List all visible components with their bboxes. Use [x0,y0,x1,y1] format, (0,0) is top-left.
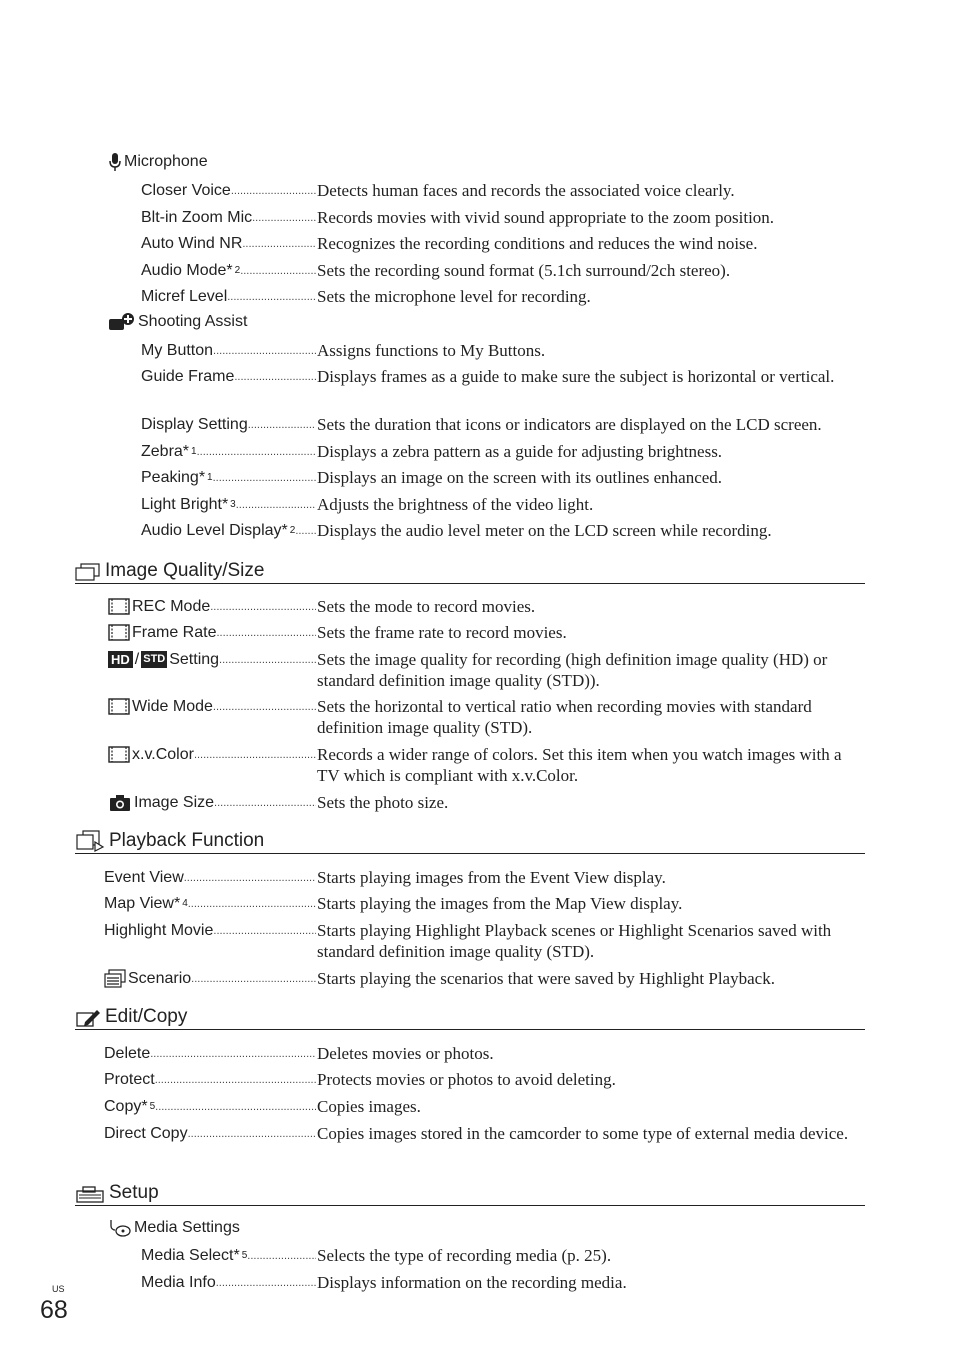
section-title: Edit/Copy [105,1006,188,1027]
item-desc: Detects human faces and records the associated voice clearly. [317,181,735,200]
list-item [141,520,772,541]
footnote-mark: 2 [289,525,296,536]
item-desc: Displays the audio level meter on the LCD screen while recording. [317,521,772,540]
item-desc: Starts playing images from the Event View display. [317,868,666,887]
list-item [141,1245,612,1266]
list-item [141,414,822,435]
shooting-assist-subheading [108,312,247,332]
item-term: Audio Mode* [141,261,233,279]
item-term: Image Size [134,793,215,811]
item-desc: Sets the microphone level for recording. [317,287,591,306]
item-desc: Selects the type of recording media (p. 25). [317,1246,612,1265]
list-item [108,744,842,785]
item-term: Peaking* [141,468,206,486]
setup-icon [75,1186,105,1204]
item-term: Micref Level [141,287,228,305]
microphone-subheading [108,152,208,172]
list-item [141,180,735,201]
section-title: Image Quality/Size [105,560,265,581]
list-item [141,207,775,228]
leader-dots [188,1123,316,1144]
list-item [141,340,546,361]
item-desc: Deletes movies or photos. [317,1044,494,1063]
leader-dots [227,286,316,307]
item-term: Highlight Movie [104,921,214,939]
item-term: Map View* [104,894,181,912]
item-desc: Sets the mode to record movies. [317,597,536,616]
item-desc: Sets the recording sound format (5.1ch surround/2ch stereo). [317,261,731,280]
movie-film-icon [108,624,130,641]
item-desc: Copies images. [317,1097,421,1116]
page-region-label: US [52,1284,65,1294]
leader-dots [216,622,316,643]
item-term: Light Bright* [141,495,229,513]
item-desc: Displays an image on the screen with its outlines enhanced. [317,468,723,487]
item-desc: Displays frames as a guide to make sure the subject is horizontal or vertical. [317,367,835,386]
media-settings-icon [108,1218,132,1238]
item-desc: Protects movies or photos to avoid deleting. [317,1070,616,1089]
item-desc: Recognizes the recording conditions and reduces the wind noise. [317,234,758,253]
item-term: Media Info [141,1273,216,1291]
image-quality-icon [75,562,101,582]
item-term: Auto Wind NR [141,234,243,252]
leader-dots [242,233,316,254]
item-term: Media Select* [141,1246,240,1264]
item-desc: Starts playing the scenarios that were saved by Highlight Playback. [317,969,775,988]
leader-dots [219,649,316,670]
list-item [141,467,723,488]
leader-dots [213,340,316,361]
movie-film-icon [108,598,130,615]
leader-dots [231,180,316,201]
item-desc: Sets the horizontal to vertical ratio when recording movies with standard definition image quality (STD). [317,697,812,737]
list-item [141,494,594,515]
list-item [108,596,536,617]
list-item [104,1096,421,1117]
item-desc: Sets the frame rate to record movies. [317,623,567,642]
item-desc: Adjusts the brightness of the video light. [317,495,594,514]
media-settings-title: Media Settings [134,1219,240,1236]
section-heading-playback [75,830,865,854]
item-desc: Copies images stored in the camcorder to some type of external media device. [317,1124,849,1143]
leader-dots [236,494,316,515]
item-term: Wide Mode [132,697,213,715]
list-item [104,1069,616,1090]
section-title: Playback Function [109,830,265,851]
item-desc: Starts playing Highlight Playback scenes or Highlight Scenarios saved with standard definition image quality (STD). [317,921,832,961]
leader-dots [194,744,316,765]
leader-dots [150,1043,316,1064]
list-item [141,441,723,462]
list-item [104,920,832,961]
item-desc: Sets the photo size. [317,793,449,812]
leader-dots [210,596,316,617]
list-item [108,649,828,690]
slash-separator: / [134,650,140,668]
list-item [104,1123,849,1144]
leader-dots [295,520,316,541]
item-term: Event View [104,868,184,886]
leader-dots [191,968,316,989]
item-term: Setting [169,650,220,668]
footnote-mark: 5 [149,1101,156,1112]
footnote-mark: 4 [182,898,188,909]
leader-dots [188,893,316,914]
list-item [141,1272,627,1293]
hd-badge-icon: HD [108,651,133,668]
leader-dots [216,1272,316,1293]
section-title: Setup [109,1182,159,1203]
list-item [141,366,835,387]
leader-dots [213,920,316,941]
camera-icon [108,794,132,812]
list-item [141,260,731,281]
item-term: REC Mode [132,597,211,615]
footnote-mark: 1 [191,446,197,457]
list-item [108,696,812,737]
item-term: Closer Voice [141,181,231,199]
std-badge-icon: STD [141,651,167,668]
section-heading-edit-copy [75,1006,865,1030]
item-term: Display Setting [141,415,248,433]
leader-dots [213,467,316,488]
item-term: Direct Copy [104,1124,188,1142]
shooting-assist-icon [108,312,136,332]
item-desc: Displays information on the recording media. [317,1273,627,1292]
item-term: Audio Level Display* [141,521,288,539]
microphone-title: Microphone [124,153,208,170]
item-desc: Records a wider range of colors. Set this item when you watch images with a TV which is compliant with x.v.Color. [317,745,842,785]
list-item [141,286,591,307]
page-number: 68 [40,1296,68,1324]
footnote-mark: 3 [230,499,236,510]
item-term: Protect [104,1070,155,1088]
list-item [108,792,449,813]
item-desc: Displays a zebra pattern as a guide for adjusting brightness. [317,442,723,461]
item-term: Frame Rate [132,623,217,641]
leader-dots [252,207,316,228]
leader-dots [234,366,316,387]
leader-dots [155,1069,316,1090]
item-desc: Sets the duration that icons or indicators are displayed on the LCD screen. [317,415,822,434]
item-term: Blt-in Zoom Mic [141,208,253,226]
footnote-mark: 1 [207,472,213,483]
list-item [104,1043,494,1064]
movie-film-icon [108,698,130,715]
edit-copy-icon [75,1008,101,1028]
movie-film-icon [108,746,130,763]
leader-dots [197,441,316,462]
shooting-assist-title: Shooting Assist [138,313,248,330]
item-term: Guide Frame [141,367,235,385]
leader-dots [240,260,316,281]
item-desc: Sets the image quality for recording (high definition image quality (HD) or standard definition image quality (STD)). [317,650,828,690]
item-term: x.v.Color [132,745,194,763]
section-heading-setup [75,1182,865,1206]
footnote-mark: 2 [234,265,241,276]
list-item [104,893,683,914]
list-item [108,622,567,643]
leader-dots [155,1096,316,1117]
item-desc: Records movies with vivid sound appropriate to the zoom position. [317,208,775,227]
footnote-mark: 5 [241,1250,248,1261]
leader-dots [247,1245,316,1266]
microphone-icon [108,152,122,172]
item-term: Scenario [128,969,192,987]
list-item [141,233,758,254]
section-heading-image-quality [75,560,865,584]
leader-dots [214,792,316,813]
media-settings-subheading [108,1218,240,1238]
item-term: My Button [141,341,214,359]
list-item [104,968,775,989]
list-item [104,867,666,888]
item-term: Delete [104,1044,151,1062]
item-desc: Starts playing the images from the Map View display. [317,894,683,913]
item-desc: Assigns functions to My Buttons. [317,341,546,360]
leader-dots [184,867,316,888]
item-term: Zebra* [141,442,190,460]
leader-dots [248,414,316,435]
item-term: Copy* [104,1097,148,1115]
leader-dots [213,696,316,717]
playback-icon [75,830,105,852]
scenario-icon [104,969,126,989]
